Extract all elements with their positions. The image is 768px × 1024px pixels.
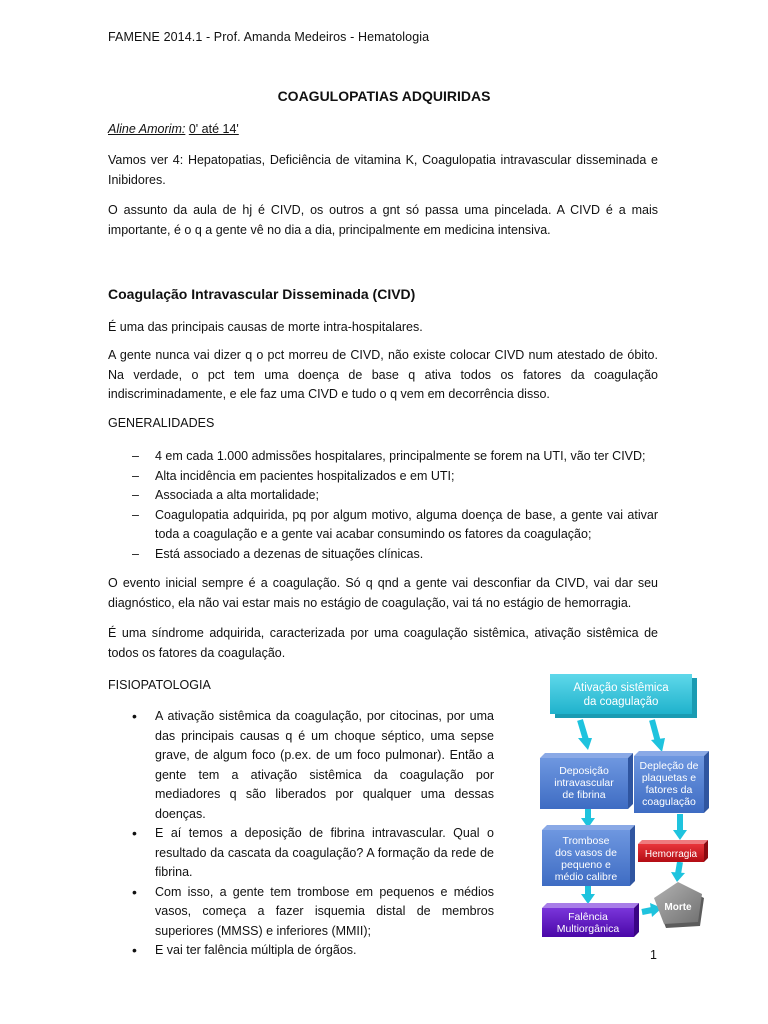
author-name: Aline Amorim: [108,122,186,136]
arrow-icon [651,720,665,752]
intro-paragraph: Vamos ver 4: Hepatopatias, Deficiência de vitamina K, Coagulopatia intravascular disseminada e Inibidores. [108,153,658,187]
arrow-icon [581,886,595,904]
box-label: intravascular [554,777,614,789]
fisiopatologia-list [108,707,494,961]
list-item-text: Associada a alta mortalidade; [155,488,319,502]
list-item-text: Está associado a dezenas de situações clínicas. [155,546,424,561]
box-label: pequeno e [561,859,611,871]
dash-marker: – [132,468,139,483]
box-label: Multiorgânica [556,923,620,935]
box-hemorragia [638,840,708,862]
bullet-marker: • [132,825,137,841]
section-paragraph: É uma das principais causas de morte intra-hospitalares. [108,320,423,334]
box-label: da coagulação [583,696,659,708]
box-label: Morte [664,902,692,913]
document-title: COAGULOPATIAS ADQUIRIDAS [277,88,491,104]
box-deplecao-plaquetas [634,751,709,813]
fisiopatologia-heading: FISIOPATOLOGIA [108,678,211,692]
box-trombose [542,825,635,886]
list-item [108,467,658,487]
author-line [108,122,239,136]
generalidades-heading: GENERALIDADES [108,416,215,430]
list-item-text: A ativação sistêmica da coagulação, por citocinas, por uma das principais causas q é um choque séptico, uma sepse grave, de algum foco (p.ex. de um foco pulmonar). Então a gente tem a ativação sistêmica da coagulação por mediadores q são liberados por qualquer uma dessas doenças. [155,709,494,821]
list-item-text: E aí temos a deposição de fibrina intravascular. Qual o resultado da cascata da coagulação? A formação da rede de fibrina. [155,826,494,879]
box-label: Falência [568,911,608,923]
box-label: coagulação [642,796,696,808]
body-paragraph: É uma síndrome adquirida, caracterizada por uma coagulação sistêmica, ativação sistêmica de todos os fatores da coagulação. [108,626,658,660]
box-label: de fibrina [562,789,606,801]
box-falencia-multiorganica [542,903,639,937]
box-label: médio calibre [554,871,618,883]
list-item [108,447,658,467]
bullet-marker: • [132,708,137,724]
box-ativacao-sistemica [550,674,697,718]
arrow-icon [671,862,685,882]
list-item-text: E vai ter falência múltipla de órgãos. [155,943,357,957]
list-item-text: Alta incidência em pacientes hospitalizados e em UTI; [155,468,455,483]
box-morte [654,882,704,928]
box-label: dos vasos de [555,847,617,859]
arrow-icon [578,720,592,750]
box-label: Hemorragia [644,849,698,860]
box-label: Trombose [562,835,610,847]
dash-marker: – [132,449,139,463]
box-label: fatores da [645,784,693,796]
dash-marker: – [132,507,139,522]
list-item [108,883,494,942]
civd-flow-diagram [520,668,710,944]
box-deposicao-fibrina [540,753,633,809]
list-item [108,545,658,565]
intro-paragraph: O assunto da aula de hj é CIVD, os outros a gnt só passa uma pincelada. A CIVD é a mais importante, é o q a gente vê no dia a dia, principalmente em medicina intensiva. [108,203,658,237]
box-label: Depleção de [639,760,699,772]
list-item-text: 4 em cada 1.000 admissões hospitalares, principalmente se forem na UTI, vão ter CIVD; [155,449,646,463]
list-item-text: Com isso, a gente tem trombose em pequenos e médios vasos, começa a fazer isquemia distal de membros superiores (MMSS) e inferiores (MMII); [155,884,494,938]
section-heading: Coagulação Intravascular Disseminada (CIVD) [108,286,416,302]
generalidades-list [108,447,658,564]
dash-marker: – [132,546,139,561]
body-paragraph: O evento inicial sempre é a coagulação. Só q qnd a gente vai desconfiar da CIVD, vai dar seu diagnóstico, ela não vai estar mais no estágio de coagulação, vai tá no estágio de hemorragia. [108,576,658,610]
list-item [108,824,494,883]
page-number: 1 [650,948,657,962]
bullet-marker: • [132,883,137,900]
box-label: Ativação sistêmica [573,682,669,694]
arrow-icon [673,814,687,840]
bullet-marker: • [132,942,137,958]
box-label: Deposição [559,765,609,777]
list-item [108,707,494,824]
author-time-range: 0' até 14' [188,122,239,136]
list-item [108,941,494,961]
list-item [108,486,658,506]
dash-marker: – [132,488,139,502]
section-paragraph: A gente nunca vai dizer q o pct morreu de CIVD, não existe colocar CIVD num atestado de óbito. Na verdade, o pct tem uma doença de base q ativa todos os fatores da coagulação indiscriminadamente, e ele faz uma CIVD e tudo o q vem em decorrência disso. [108,348,658,401]
list-item-text: Coagulopatia adquirida, pq por algum motivo, alguma doença de base, a gente vai ativar toda a coagulação e a gente vai acabar consumindo os fatores da coagulação; [155,507,658,541]
box-label: plaquetas e [641,772,697,784]
list-item [108,506,658,545]
page-header: FAMENE 2014.1 - Prof. Amanda Medeiros - Hematologia [108,30,430,44]
